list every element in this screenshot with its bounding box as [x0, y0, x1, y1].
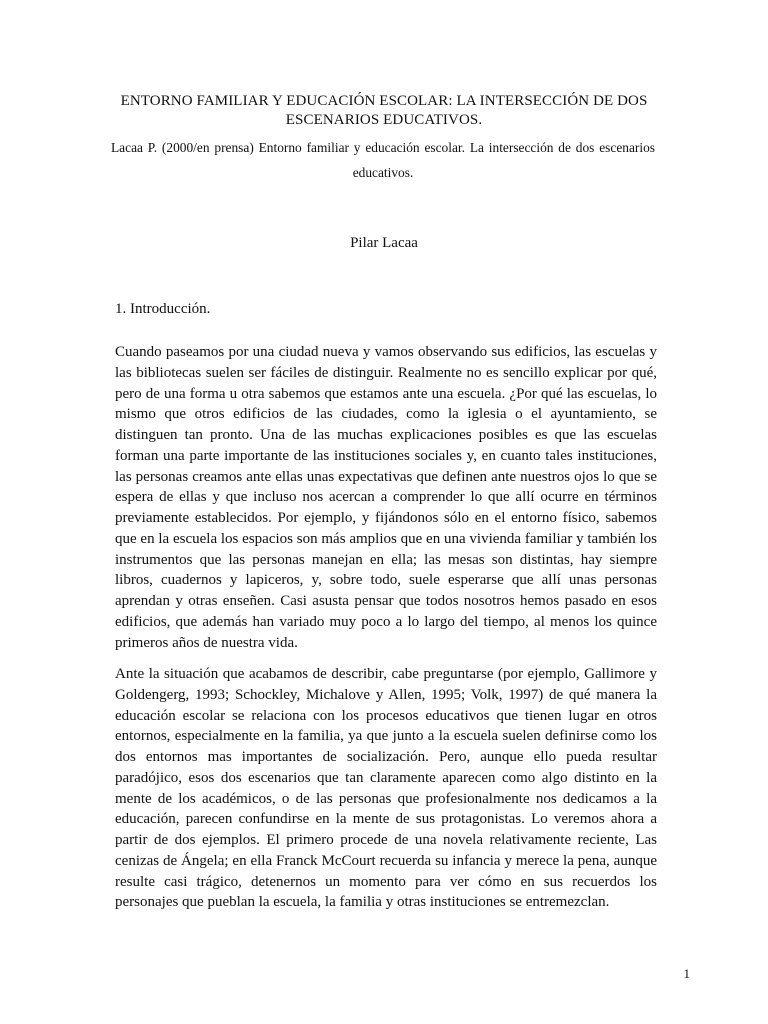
author-name: Pilar Lacaa [350, 235, 418, 251]
paragraph-introduction-1: Cuando paseamos por una ciudad nueva y vamos observando sus edificios, las escuelas y las bibliotecas suelen ser fáciles de distinguir. Realmente no es sencillo explicar por qué, pero de una forma u otra sabemos que estamos ante una escuela. ¿Por qué las escuelas, lo mismo que otros edificios de las ciudades, como la iglesia o el ayuntamiento, se distinguen tan pronto. Una de las muchas explicaciones posibles es que las escuelas forman una parte importante de las instituciones sociales y, en cuanto tales instituciones, las personas creamos ante ellas unas expectativas que definen ante nuestros ojos lo que se espera de ellas y que incluso nos acercan a comprender lo que allí ocurre en términos previamente establecidos. Por ejemplo, y fijándonos sólo en el entorno físico, sabemos que en la escuela los espacios son más amplios que en una vivienda familiar y también los instrumentos que las personas manejan en ella; las mesas son distintas, hay siempre libros, cuadernos y lapiceros, y, sobre todo, suele esperarse que allí unas personas aprendan y otras enseñen. Casi asusta pensar que todos nosotros hemos pasado en esos edificios, que además han variado muy poco a lo largo del tiempo, al menos los quince primeros años de nuestra vida. [115, 344, 657, 651]
document-title: ENTORNO FAMILIAR Y EDUCACIÓN ESCOLAR: LA INTERSECCIÓN DE DOS ESCENARIOS EDUCATIVOS. [120, 93, 648, 128]
page-number: 1 [683, 966, 690, 981]
paragraph-introduction-2: Ante la situación que acabamos de describir, cabe preguntarse (por ejemplo, Gallimore y Goldengerg, 1993; Schockley, Michalove y Allen, 1995; Volk, 1997) de qué manera la educación escolar se relaciona con los procesos educativos que tienen lugar en otros entornos, especialmente en la familia, ya que junto a la escuela suelen definirse como los dos entornos mas importantes de socialización. Pero, aunque ello pueda resultar paradójico, esos dos escenarios que tan claramente aparecen como algo distinto en la mente de los académicos, o de las personas que profesionalmente nos dedicamos a la educación, parecen confundirse en la mente de sus protagonistas. Lo veremos ahora a partir de dos ejemplos. El primero procede de una novela relativamente reciente, Las cenizas de Ángela; en ella Franck McCourt recuerda su infancia y merece la pena, aunque resulte casi trágico, detenernos un momento para ver cómo en sus recuerdos los personajes que pueblan la escuela, la familia y otras instituciones se entremezclan. [115, 666, 657, 911]
section-heading: 1. Introducción. [115, 301, 211, 317]
citation: Lacaa P. (2000/en prensa) Entorno familiar y educación escolar. La intersección de dos escenarios educativos. [111, 140, 655, 180]
